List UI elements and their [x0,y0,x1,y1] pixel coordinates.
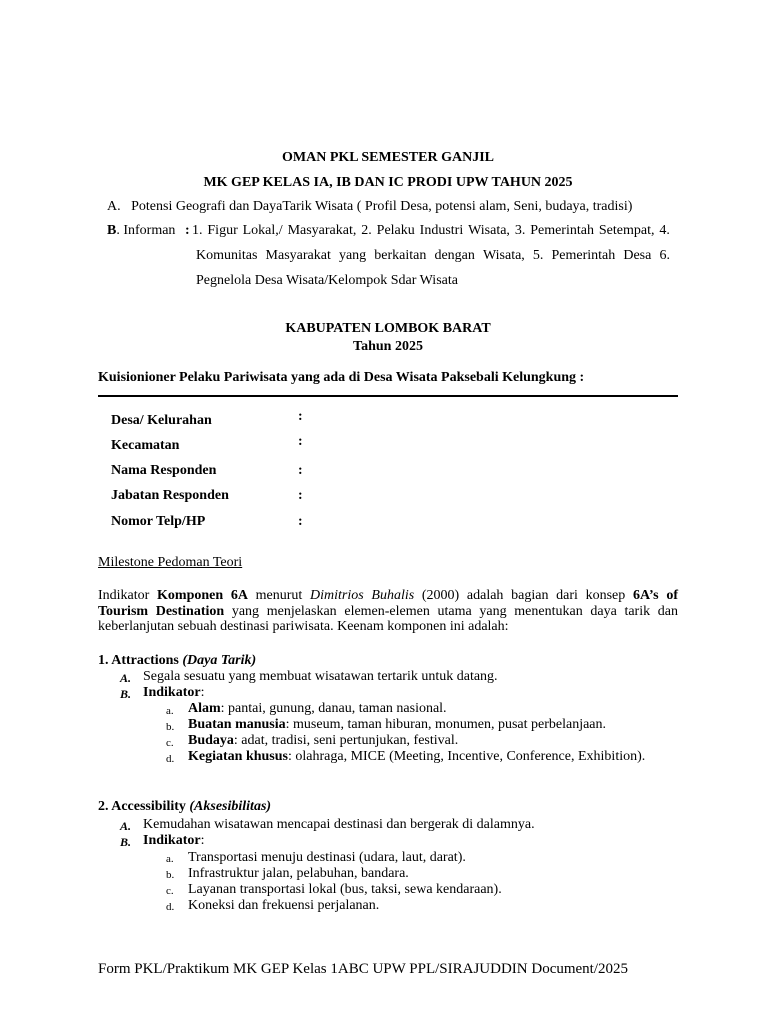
informants-line2-word: Wisata, [482,248,525,263]
attractions-item-d [188,749,645,765]
region-year: Tahun 2025 [353,339,423,354]
attractions-item-a-rest: : pantai, gunung, danau, taman nasional. [220,701,447,716]
informants-line2-word: Masyarakat [265,248,331,263]
intro-komponen: Komponen 6A [157,588,248,603]
section-a [107,199,632,215]
attractions-b-text [143,685,204,701]
attractions-item-b-rest: : museum, taman hiburan, monumen, pusat perbelanjaan. [285,717,607,732]
informants-line1-word: Lokal,/ [242,223,283,238]
field-colon-desa: : [298,409,303,424]
document-title-line2: MK GEP KELAS IA, IB DAN IC PRODI UPW TAHUN 2025 [203,175,573,190]
page-footer: Form PKL/Praktikum MK GEP Kelas 1ABC UPW PPL/SIRAJUDDIN Document/2025 [98,961,629,977]
section-b-line1 [107,223,190,239]
accessibility-item-a: Transportasi menuju destinasi (udara, laut, darat). [188,850,466,865]
accessibility-a-label: A. [120,819,132,833]
attractions-heading-text: 1. Attractions [98,653,183,668]
section-b-informants-line3: Pegnelola Desa Wisata/Kelompok Sdar Wisata [196,273,458,288]
accessibility-b-label: B. [120,835,132,849]
document-title-line1: OMAN PKL SEMESTER GANJIL [282,150,494,165]
attractions-b-indikator: Indikator [143,685,201,700]
field-label-nama: Nama Responden [111,463,217,478]
horizontal-rule [98,395,678,397]
field-colon-nama: : [298,463,303,478]
informants-line1-word: 4. [659,223,670,238]
intro-concept: 6A’s of Tourism Destination [98,588,678,619]
accessibility-item-b: Infrastruktur jalan, pelabuhan, bandara. [188,866,409,881]
section-a-text: Potensi Geografi dan DayaTarik Wisata ( Profil Desa, potensi alam, Seni, budaya, tradisi) [131,199,633,214]
informants-line2-word: Desa [623,248,652,263]
attractions-item-a-label: a. [166,705,174,717]
informants-line1-word: 2. [361,223,372,238]
informants-line1-word: Setempat, [598,223,655,238]
milestone-heading: Milestone Pedoman Teori [98,555,243,570]
informants-line1-word: Pemerintah [530,223,594,238]
attractions-item-b-bold: Buatan manusia [188,717,286,732]
attractions-item-c [188,733,458,749]
informants-line2-word: dengan [434,248,475,263]
informants-line1-word: Masyarakat, [287,223,357,238]
accessibility-b-colon: : [200,833,205,848]
informants-line1-word: Figur [207,223,238,238]
informants-line2-word: Komunitas [196,248,258,263]
attractions-item-d-rest: : olahraga, MICE (Meeting, Incentive, Conference, Exhibition). [287,749,646,764]
accessibility-item-b-label: b. [166,869,175,881]
questionnaire-title: Kuisionioner Pelaku Pariwisata yang ada di Desa Wisata Paksebali Kelungkung : [98,370,585,385]
intro-author: Dimitrios Buhalis [310,588,415,603]
region-title: KABUPATEN LOMBOK BARAT [285,321,491,336]
attractions-item-c-rest: : adat, tradisi, seni pertunjukan, festival. [233,733,459,748]
field-colon-jabatan: : [298,488,303,503]
attractions-item-b [188,717,606,733]
section-b-informants-line1 [192,223,670,239]
accessibility-heading-italic: (Aksesibilitas) [189,799,272,814]
accessibility-heading-text: 2. Accessibility [98,799,190,814]
accessibility-item-d: Koneksi dan frekuensi perjalanan. [188,898,380,913]
informants-line1-word: Pelaku [376,223,415,238]
field-label-telp: Nomor Telp/HP [111,514,206,529]
accessibility-b-text [143,833,204,849]
field-label-desa: Desa/ Kelurahan [111,413,212,428]
intro-paragraph [98,588,678,635]
accessibility-item-c-label: c. [166,885,174,897]
intro-text-3: (2000) adalah bagian dari konsep [414,588,633,603]
section-b-colon: : [184,223,190,238]
accessibility-item-d-label: d. [166,901,175,913]
accessibility-b-indikator: Indikator [143,833,201,848]
attractions-item-d-bold: Kegiatan khusus [188,749,288,764]
intro-text-1: Indikator [98,588,158,603]
attractions-item-a [188,701,447,717]
attractions-a-text: Segala sesuatu yang membuat wisatawan tertarik untuk datang. [143,669,498,684]
section-b-label: B [107,223,117,238]
attractions-b-colon: : [200,685,205,700]
informants-line2-word: 5. [532,248,544,263]
attractions-b-label: B. [120,687,132,701]
attractions-heading [98,653,256,669]
section-a-label: A. [107,199,121,214]
attractions-a-label: A. [120,671,132,685]
intro-text-2: menurut [247,588,311,603]
accessibility-a-text: Kemudahan wisatawan mencapai destinasi dan bergerak di dalamnya. [143,817,535,832]
attractions-heading-italic: (Daya Tarik) [182,653,257,668]
section-b-prefix: . Informan [116,223,176,238]
field-colon-kecamatan: : [298,434,303,449]
accessibility-heading [98,799,271,815]
accessibility-item-c: Layanan transportasi lokal (bus, taksi, sewa kendaraan). [188,882,502,897]
informants-line2-word: yang [338,248,367,263]
field-label-jabatan: Jabatan Responden [111,488,229,503]
attractions-item-b-label: b. [166,721,175,733]
informants-line1-word: 1. [192,223,203,238]
field-colon-telp: : [298,514,303,529]
attractions-item-a-bold: Alam [188,701,221,716]
informants-line1-word: Wisata, [468,223,510,238]
informants-line2-word: Pemerintah [551,248,616,263]
field-label-kecamatan: Kecamatan [111,438,180,453]
attractions-item-c-bold: Budaya [188,733,234,748]
accessibility-item-a-label: a. [166,853,174,865]
section-b-informants-line2 [196,248,670,264]
attractions-item-d-label: d. [166,753,175,765]
informants-line2-word: berkaitan [374,248,427,263]
informants-line1-word: Industri [419,223,464,238]
intro-text-4: yang menjelaskan elemen-elemen utama yang menentukan daya tarik dan keberlanjutan sebuah destinasi pariwisata. Keenam komponen ini adalah: [98,603,678,634]
attractions-item-c-label: c. [166,737,174,749]
informants-line2-word: 6. [659,248,670,263]
informants-line1-word: 3. [514,223,526,238]
